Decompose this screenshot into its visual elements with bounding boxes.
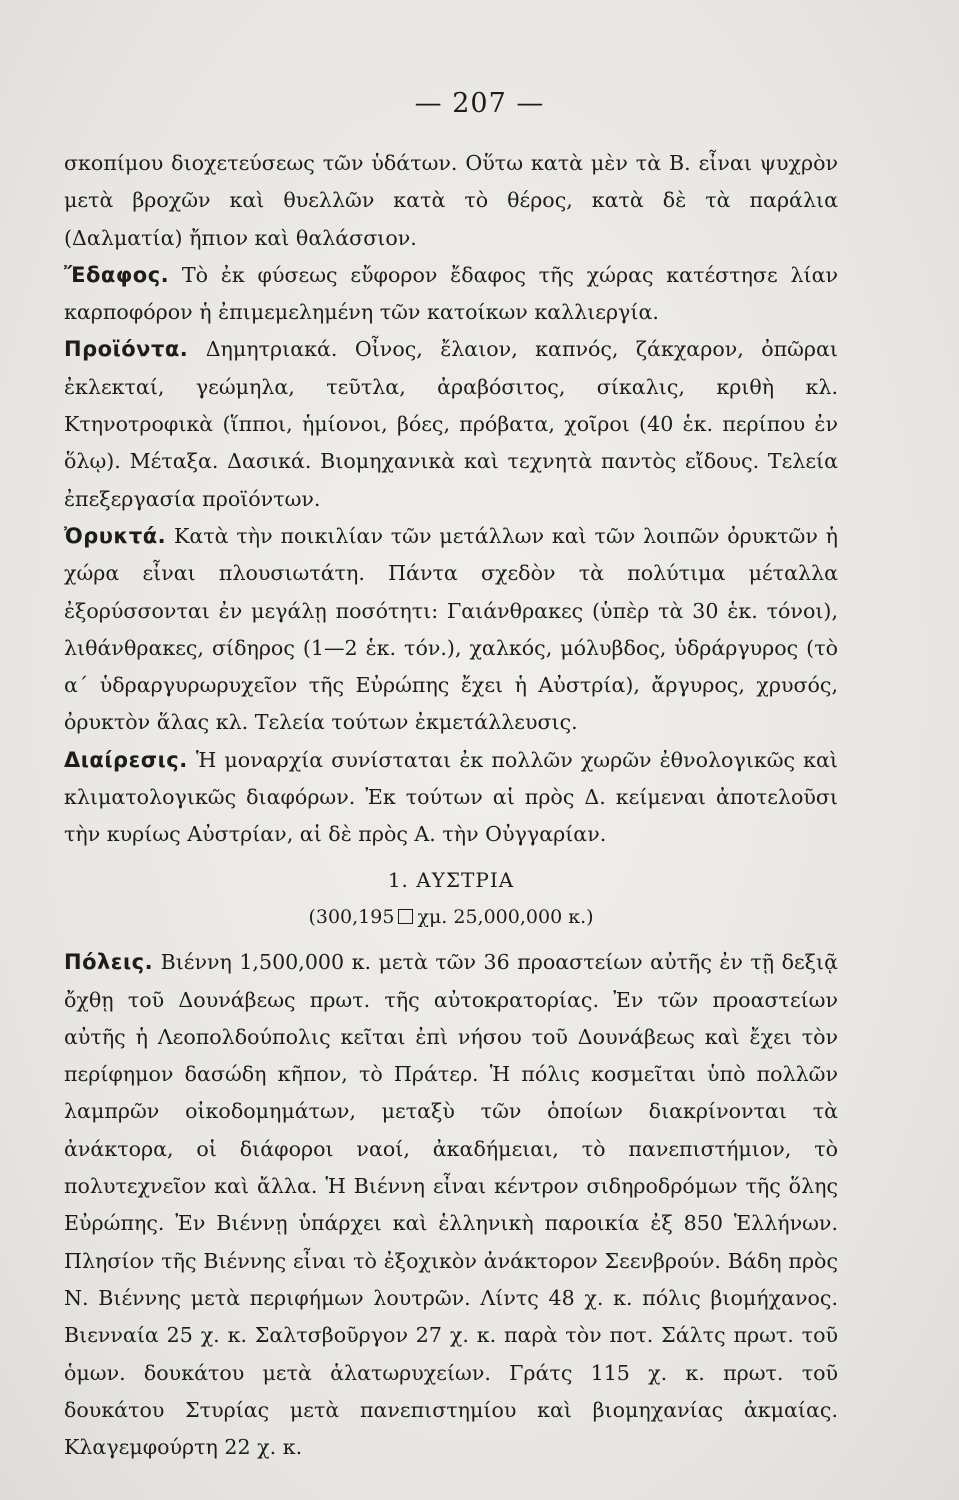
square-symbol-icon — [398, 909, 413, 924]
paragraph-soil — [64, 257, 838, 332]
page-number: — 207 — — [414, 88, 545, 119]
paragraph-text: Κατὰ τὴν ποικιλίαν τῶν μετάλλων καὶ τῶν λοιπῶν ὀρυκτῶν ἡ χώρα εἶναι πλουσιωτάτη. Πάντα σχεδὸν τὰ πολύτιμα μέταλλα ἐξορύσσονται ἐν μεγάλῃ ποσότητι: Γαιάνθρακες (ὑπὲρ τὰ 30 ἑκ. τόνοι), λιθάνθρακες, σίδηρος (1—2 ἑκ. τόν.), χαλκός, μόλυβδος, ὑδράργυρος (τὸ α΄ ὑδραργυρωρυχεῖον τῆς Εὐρώπης ἔχει ἡ Αὐστρία), ἄργυρος, χρυσός, ὀρυκτὸν ἅλας κλ. Τελεία τούτων ἐκμετάλλευσις. — [64, 523, 839, 735]
paragraph-climate — [64, 145, 838, 257]
subtitle-population: χμ. 25,000,000 κ.) — [417, 905, 594, 928]
paragraph-division — [64, 742, 838, 854]
paragraph-text: Βιέννη 1,500,000 κ. μετὰ τῶν 36 προαστείων αὐτῆς ἐν τῇ δεξιᾷ ὄχθῃ τοῦ Δουνάβεως πρωτ. τῆς αὐτοκρατορίας. Ἐν τῶν προαστείων αὐτῆς ἡ Λεοπολδούπολις κεῖται ἐπὶ νήσου τοῦ Δουνάβεως καὶ ἔχει τὸν περίφημον δασώδη κῆπον, τὸ Πράτερ. Ἡ πόλις κοσμεῖται ὑπὸ πολλῶν λαμπρῶν οἰκοδομημάτων, μεταξὺ τῶν ὁποίων διακρίνονται τὰ ἀνάκτορα, οἱ διάφοροι ναοί, ἀκαδήμειαι, τὸ πανεπιστήμιον, τὸ πολυτεχνεῖον καὶ ἄλλα. Ἡ Βιέννη εἶναι κέντρον σιδηροδρόμων τῆς ὅλης Εὐρώπης. Ἐν Βιέννῃ ὑπάρχει καὶ ἑλληνικὴ παροικία ἐξ 850 Ἑλλήνων. Πλησίον τῆς Βιέννης εἶναι τὸ ἐξοχικὸν ἀνάκτορον Σεενβρούν. Βάδη πρὸς Ν. Βιέννης μετὰ περιφήμων λουτρῶν. Λίντς 48 χ. κ. πόλις βιομήχανος. Βιενναία 25 χ. κ. Σαλτσβοῦργον 27 χ. κ. παρὰ τὸν ποτ. Σάλτς πρωτ. τοῦ ὁμων. δουκάτου μετὰ ἁλατωρυχείων. Γράτς 115 χ. κ. πρωτ. τοῦ δουκάτου Στυρίας μετὰ πανεπιστημίου καὶ βιομηχανίας ἀκμαίας. Κλαγεμφούρτη 22 χ. κ. — [64, 950, 838, 1460]
heading-products: Προϊόντα. — [64, 337, 189, 362]
heading-division: Διαίρεσις. — [64, 747, 188, 772]
spacer — [64, 854, 838, 862]
paragraph-text: Ἡ μοναρχία συνίσταται ἐκ πολλῶν χωρῶν ἐθνολογικῶς καὶ κλιματολογικῶς διαφόρων. Ἐκ τούτων αἱ πρὸς Δ. κείμεναι ἀποτελοῦσι τὴν κυρίως Αὐστρίαν, αἱ δὲ πρὸς Α. τὴν Οὐγγαρίαν. — [64, 747, 838, 847]
section-title: 1. ΑΥΣΤΡΙΑ — [387, 867, 515, 892]
paragraph-products — [64, 331, 838, 517]
subtitle-area: (300,195 — [308, 905, 395, 928]
heading-cities: Πόλεις. — [64, 950, 154, 975]
heading-minerals: Ὀρυκτά. — [64, 523, 167, 548]
heading-soil: Ἔδαφος. — [64, 262, 170, 287]
paragraph-minerals — [64, 518, 838, 742]
paragraph-text: Δημητριακά. Οἶνος, ἔλαιον, καπνός, ζάκχαρον, ὀπῶραι ἐκλεκταί, γεώμηλα, τεῦτλα, ἀραβόσιτος, σίκαλις, κριθὴ κλ. Κτηνοτροφικὰ (ἵπποι, ἡμίονοι, βόες, πρόβατα, χοῖροι (40 ἑκ. περίπου ἐν ὅλῳ). Μέταξα. Δασικά. Βιομηχανικὰ καὶ τεχνητὰ παντὸς εἴδους. Τελεία ἐπεξεργασία προϊόντων. — [64, 337, 839, 511]
body-text — [64, 145, 838, 1466]
section-subtitle — [64, 899, 838, 936]
paragraph-cities — [64, 944, 838, 1466]
paragraph-text: Τὸ ἐκ φύσεως εὔφορον ἔδαφος τῆς χώρας κατέστησε λίαν καρποφόρον ἡ ἐπιμεμελημένη τῶν κατοίκων καλλιεργία. — [64, 262, 839, 325]
paragraph-text: σκοπίμου διοχετεύσεως τῶν ὑδάτων. Οὕτω κατὰ μὲν τὰ Β. εἶναι ψυχρὸν μετὰ βροχῶν καὶ θυελλῶν κατὰ τὸ θέρος, κατὰ δὲ τὰ παράλια (Δαλματία) ἤπιον καὶ θαλάσσιον. — [64, 151, 838, 250]
